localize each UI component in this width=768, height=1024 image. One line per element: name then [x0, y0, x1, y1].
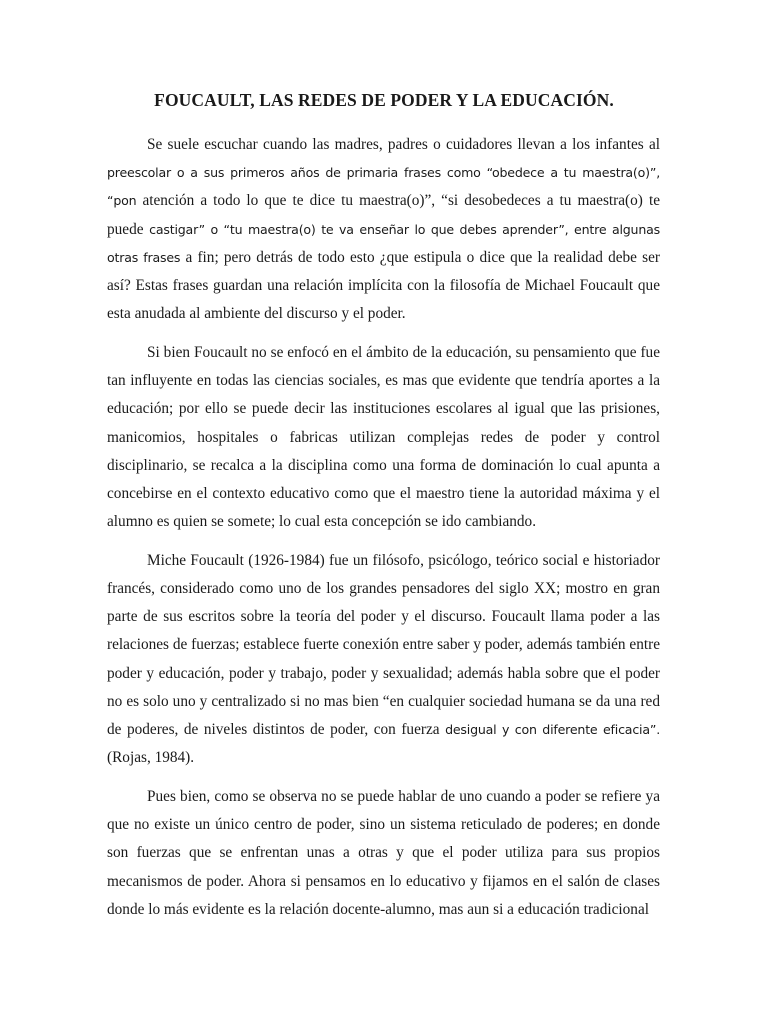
paragraph-1-text-b: preescolar o a sus primeros años de primaria frases como “obedece a tu maestra(o)”, “pon: [107, 165, 660, 209]
paragraph-1: [107, 131, 660, 328]
paragraph-3-quote-end: desigual y con diferente eficacia”.: [445, 722, 660, 738]
document-body: [107, 131, 660, 934]
paragraph-3-text-a: Miche Foucault (1926-1984) fue un filósofo, psicólogo, teórico social e historiador francés, considerado como uno de los grandes pensadores del siglo XX; mostro en gran parte de sus escritos sobre la teoría del poder y el discurso. Foucault llama poder a las relaciones de fuerzas; establece fuerte conexión entre saber y poder, además también entre poder y educación, poder y trabajo, poder y sexualidad; además habla sobre que el poder no es solo uno y centralizado si no mas bien “en cualquier sociedad humana se da una red de poderes, de niveles distintos de poder, con fuerza: [107, 551, 660, 739]
paragraph-3: [107, 547, 660, 773]
paragraph-1-text-e: a fin; pero detrás de todo esto ¿que estipula o dice que la realidad debe ser así? Estas frases guardan una relación implícita con la filosofía de Michael Foucault que esta anudada al ambiente del discurso y el poder.: [107, 248, 660, 323]
paragraph-1-text-c: atención a todo lo que te dice tu maestra(o)”, “si desobedeces a tu maestra(o) te puede: [107, 192, 660, 238]
paragraph-4: Pues bien, como se observa no se puede hablar de uno cuando a poder se refiere ya que no existe un único centro de poder, sino un sistema reticulado de poderes; en donde son fuerzas que se enfrentan unas a otras y que el poder utiliza para sus propios mecanismos de poder. Ahora si pensamos en lo educativo y fijamos en el salón de clases donde lo más evidente es la relación docente-alumno, mas aun si a educación tradicional: [107, 787, 660, 918]
paragraph-1-text-d: castigar” o “tu maestra(o) te va enseñar lo que debes aprender”, entre algunas otras frases: [107, 221, 660, 265]
paragraph-3-citation: (Rojas, 1984).: [107, 749, 195, 767]
paragraph-2: Si bien Foucault no se enfocó en el ámbito de la educación, su pensamiento que fue tan influyente en todas las ciencias sociales, es mas que evidente que tendría aportes a la educación; por ello se puede decir las instituciones escolares al igual que las prisiones, manicomios, hospitales o fabricas utilizan complejas redes de poder y control disciplinario, se recalca a la disciplina como una forma de dominación lo cual apunta a concebirse en el contexto educativo como que el maestro tiene la autoridad máxima y el alumno es quien se somete; lo cual esta concepción se ido cambiando.: [107, 343, 660, 531]
paragraph-1-text-a: Se suele escuchar cuando las madres, padres o cuidadores llevan a los infantes al: [147, 136, 660, 153]
document-title: FOUCAULT, LAS REDES DE PODER Y LA EDUCACIÓN.: [154, 90, 614, 110]
